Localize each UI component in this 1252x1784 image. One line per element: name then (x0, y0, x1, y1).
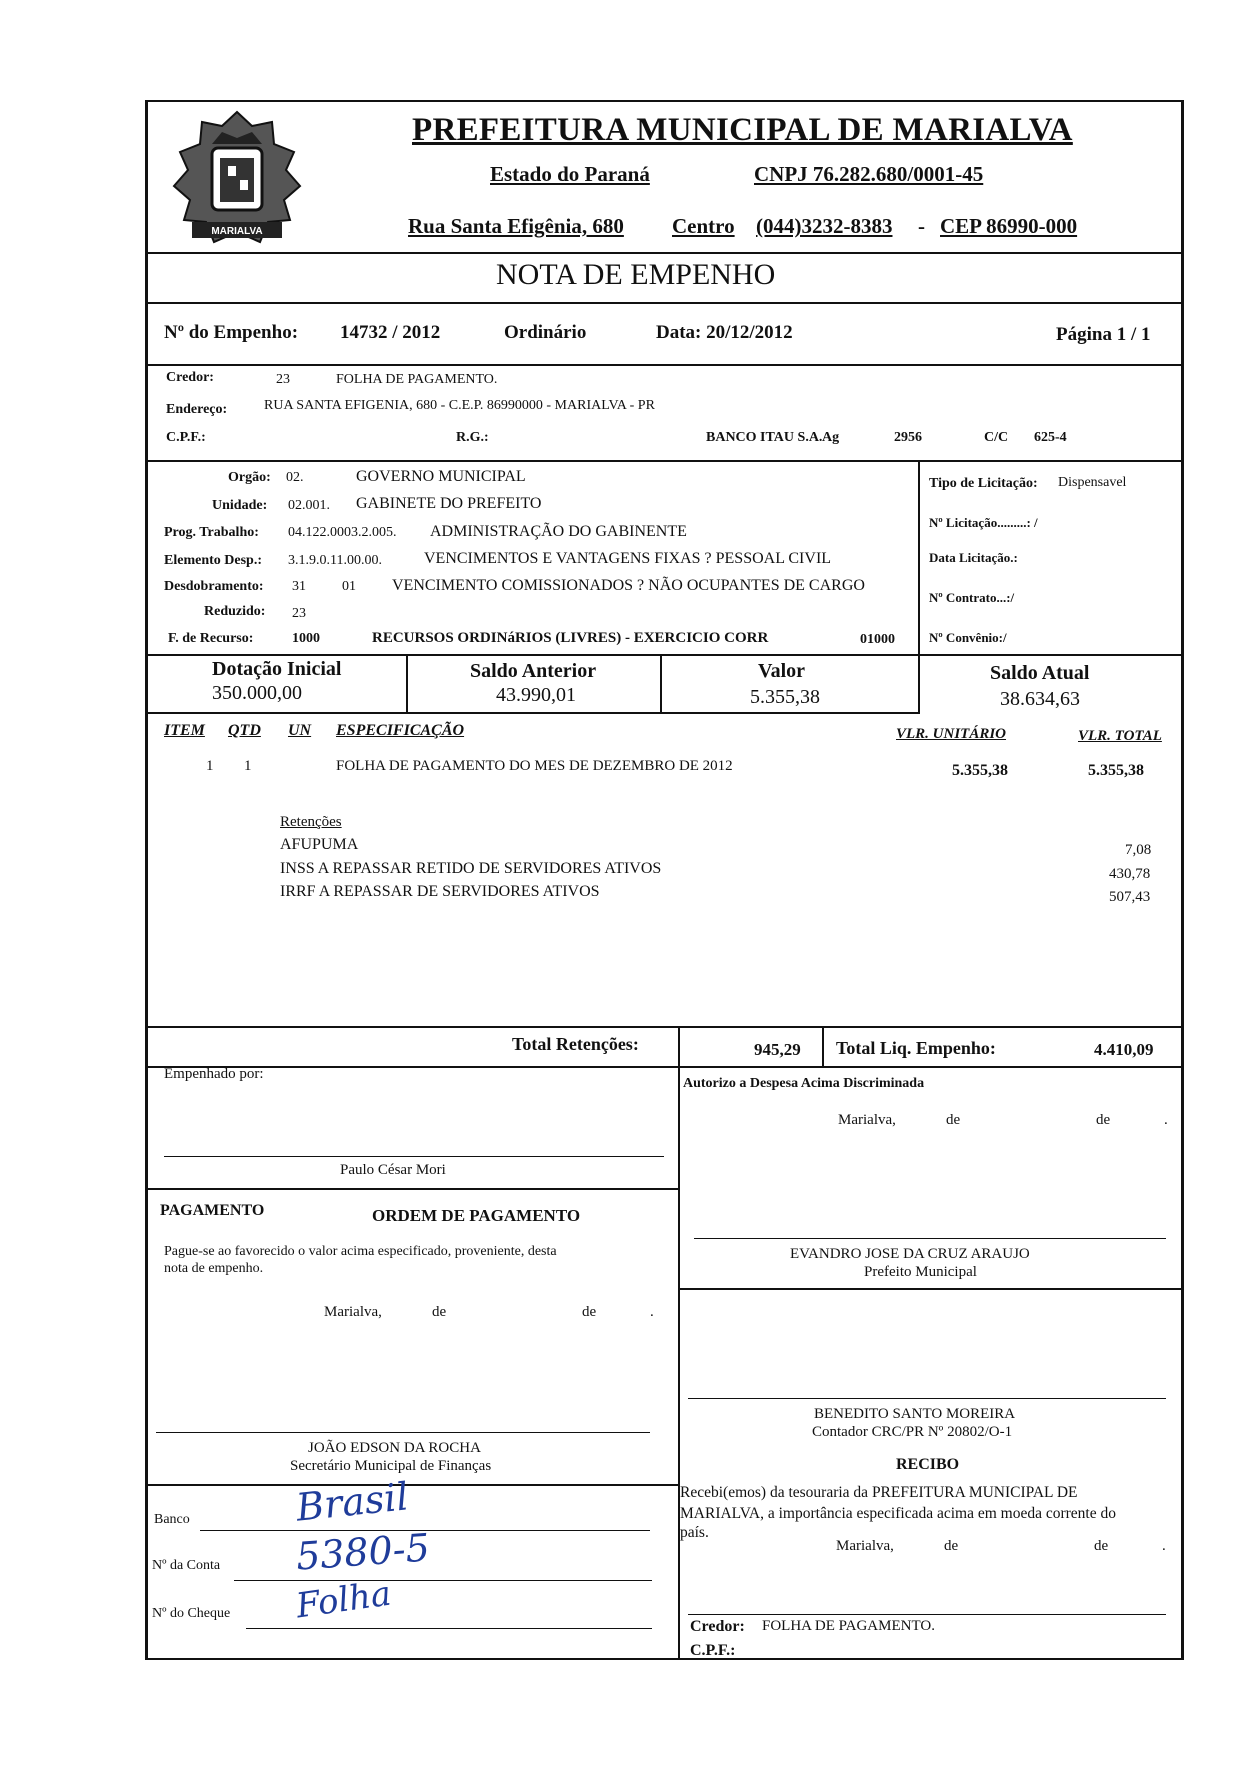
header-cep: CEP 86990-000 (940, 214, 1078, 238)
reduzido-label: Reduzido: (204, 604, 266, 619)
cheque-line (246, 1628, 652, 1629)
retencao-name: INSS A REPASSAR RETIDO DE SERVIDORES ATIVOS (280, 860, 662, 877)
empenhado-name: Paulo César Mori (340, 1162, 446, 1178)
page-number: Página 1 / 1 (1056, 324, 1151, 345)
signature-line (694, 1238, 1166, 1239)
pagamento-label: PAGAMENTO (160, 1202, 265, 1219)
recurso-name: RECURSOS ORDINáRIOS (LIVRES) - EXERCICIO CORR (372, 630, 769, 646)
licitacao-type-value: Dispensavel (1058, 475, 1127, 490)
unidade-code: 02.001. (288, 498, 330, 513)
licitacao-date: Data Licitação.: (929, 550, 1018, 565)
header-separator: - (918, 214, 925, 238)
saldo-anterior-label: Saldo Anterior (470, 660, 597, 682)
signature-line (156, 1432, 650, 1433)
saldo-atual-value: 38.634,63 (1000, 688, 1080, 710)
col-qtd: QTD (228, 722, 261, 739)
municipal-seal-icon (162, 104, 312, 254)
desdobramento-name: VENCIMENTO COMISSIONADOS ? NÃO OCUPANTES DE CARGO (392, 577, 865, 594)
credor-name: FOLHA DE PAGAMENTO. (336, 372, 498, 387)
saldo-anterior-value: 43.990,01 (496, 684, 576, 706)
header-district: Centro (672, 214, 735, 238)
total-retencoes-value: 945,29 (754, 1040, 801, 1059)
recibo-de: de (944, 1538, 959, 1554)
divider (678, 1026, 680, 1070)
col-vlr-total: VLR. TOTAL (1078, 728, 1162, 744)
orgao-name: GOVERNO MUNICIPAL (356, 468, 526, 485)
header-phone: (044)3232-8383 (756, 214, 893, 238)
col-un: UN (288, 722, 312, 739)
orgao-code: 02. (286, 470, 304, 485)
prog-code: 04.122.0003.2.005. (288, 525, 397, 540)
total-liquido-value: 4.410,09 (1094, 1040, 1154, 1059)
pagamento-de: de (432, 1304, 447, 1320)
licitacao-number: Nº Licitação.........: / (929, 515, 1038, 530)
autorizo-text: Autorizo a Despesa Acima Discriminada (683, 1076, 925, 1091)
conta-line (234, 1580, 652, 1581)
reduzido-code: 23 (292, 606, 306, 621)
empenho-label: Nº do Empenho: (164, 322, 299, 343)
prefeito-role: Prefeito Municipal (864, 1264, 977, 1280)
recibo-text: Recebi(emos) da tesouraria da PREFEITURA MUNICIPAL DE (680, 1484, 1078, 1501)
elemento-name: VENCIMENTOS E VANTAGENS FIXAS ? PESSOAL CIVIL (424, 550, 832, 567)
pagamento-dot: . (650, 1304, 654, 1320)
total-liquido-label: Total Liq. Empenho: (836, 1038, 996, 1058)
recurso-code: 1000 (292, 631, 320, 646)
secretario-name: JOÃO EDSON DA ROCHA (308, 1440, 481, 1456)
secretario-role: Secretário Municipal de Finanças (290, 1458, 492, 1474)
unidade-label: Unidade: (212, 498, 268, 513)
item-unit-value: 5.355,38 (952, 762, 1008, 779)
elemento-code: 3.1.9.0.11.00.00. (288, 553, 382, 568)
frame-bottom (145, 1658, 1184, 1660)
account-label: C/C (984, 430, 1009, 445)
dotacao-label: Dotação Inicial (212, 658, 342, 680)
contador-name: BENEDITO SANTO MOREIRA (814, 1406, 1016, 1422)
recibo-cpf-label: C.P.F.: (690, 1642, 736, 1659)
frame-right (1181, 100, 1184, 1660)
agency-label: Ag (822, 430, 840, 445)
contador-role: Contador CRC/PR Nº 20802/O-1 (812, 1424, 1013, 1440)
divider (145, 654, 1184, 656)
col-vlr-unitario: VLR. UNITÁRIO (896, 726, 1007, 742)
divider (145, 302, 1184, 304)
rg-label: R.G.: (456, 430, 489, 445)
divider (822, 1026, 824, 1066)
prefeito-name: EVANDRO JOSE DA CRUZ ARAUJO (790, 1246, 1030, 1262)
bank-name: BANCO ITAU S.A. (706, 430, 823, 445)
col-especificacao: ESPECIFICAÇÃO (336, 722, 465, 739)
dotacao-value: 350.000,00 (212, 682, 302, 704)
saldo-atual-label: Saldo Atual (990, 662, 1090, 684)
header-address: Rua Santa Efigênia, 680 (408, 214, 624, 238)
divider (145, 460, 1184, 462)
convenio-number: Nº Convênio:/ (929, 630, 1007, 645)
autorizo-dot: . (1164, 1112, 1168, 1128)
valor-value: 5.355,38 (750, 686, 820, 708)
divider (145, 1026, 1184, 1028)
retencao-name: IRRF A REPASSAR DE SERVIDORES ATIVOS (280, 883, 600, 900)
banco-handwritten: Brasil (294, 1474, 411, 1530)
banco-label: Banco (154, 1512, 190, 1527)
divider (660, 654, 662, 712)
divider (678, 1288, 1184, 1290)
signature-line (688, 1614, 1166, 1615)
item-qtd: 1 (244, 758, 252, 774)
autorizo-de: de (946, 1112, 961, 1128)
recibo-de: de (1094, 1538, 1109, 1554)
item-number: 1 (206, 758, 214, 774)
divider (678, 1066, 680, 1658)
account-number: 625-4 (1034, 430, 1067, 445)
header-cnpj: CNPJ 76.282.680/0001-45 (754, 162, 984, 186)
conta-label: Nº da Conta (152, 1558, 221, 1573)
recibo-credor-value: FOLHA DE PAGAMENTO. (762, 1618, 935, 1634)
retencao-name: AFUPUMA (280, 836, 359, 853)
recibo-credor-label: Credor: (690, 1618, 745, 1635)
col-item: ITEM (164, 722, 205, 739)
divider (145, 1188, 680, 1190)
frame-left (145, 100, 148, 1660)
orgao-label: Orgão: (228, 470, 271, 485)
recibo-dot: . (1162, 1538, 1166, 1554)
divider (145, 364, 1184, 366)
empenhado-label: Empenhado por: (164, 1066, 264, 1082)
header-state: Estado do Paraná (490, 162, 650, 186)
total-retencoes-label: Total Retenções: (512, 1034, 639, 1054)
divider (406, 654, 408, 712)
retencao-value: 7,08 (1125, 842, 1152, 858)
retencao-value: 507,43 (1109, 889, 1151, 905)
credor-code: 23 (276, 372, 290, 387)
autorizo-de: de (1096, 1112, 1111, 1128)
retencoes-title: Retenções (280, 814, 342, 830)
empenho-number: 14732 / 2012 (340, 322, 441, 343)
valor-label: Valor (758, 660, 806, 682)
recibo-city: Marialva, (836, 1538, 894, 1554)
contrato-number: Nº Contrato...:/ (929, 590, 1015, 605)
empenho-type: Ordinário (504, 322, 587, 343)
item-total-value: 5.355,38 (1088, 762, 1144, 779)
elemento-label: Elemento Desp.: (164, 553, 262, 568)
svg-text:MARIALVA: MARIALVA (211, 226, 263, 237)
pague-text: nota de empenho. (164, 1261, 264, 1276)
pagamento-city: Marialva, (324, 1304, 382, 1320)
credor-address: RUA SANTA EFIGENIA, 680 - C.E.P. 86990000 - MARIALVA - PR (264, 398, 655, 413)
licitacao-type-label: Tipo de Licitação: (929, 476, 1038, 491)
ordem-pagamento-label: ORDEM DE PAGAMENTO (372, 1206, 581, 1225)
divider (145, 712, 920, 714)
divider (145, 252, 1184, 254)
desdobramento-code: 31 (292, 579, 306, 594)
cpf-label: C.P.F.: (166, 430, 206, 445)
empenho-date: Data: 20/12/2012 (656, 322, 793, 343)
cheque-handwritten: Folha (293, 1573, 394, 1627)
divider (145, 1066, 1184, 1068)
recibo-title: RECIBO (896, 1456, 960, 1473)
divider (918, 654, 920, 712)
pagamento-de: de (582, 1304, 597, 1320)
signature-line (688, 1398, 1166, 1399)
desdobramento-label: Desdobramento: (164, 579, 264, 594)
credor-label: Credor: (166, 370, 214, 385)
item-description: FOLHA DE PAGAMENTO DO MES DE DEZEMBRO DE 2012 (336, 758, 733, 774)
recibo-text: MARIALVA, a importância especificada acima em moeda corrente do (680, 1505, 1116, 1522)
divider (145, 1484, 680, 1486)
pague-text: Pague-se ao favorecido o valor acima especificado, proveniente, desta (164, 1244, 557, 1259)
recurso-label: F. de Recurso: (168, 631, 254, 646)
recibo-text: país. (680, 1524, 709, 1541)
signature-line (164, 1156, 664, 1157)
autorizo-city: Marialva, (838, 1112, 896, 1128)
retencao-value: 430,78 (1109, 866, 1151, 882)
conta-handwritten: 5380-5 (294, 1525, 432, 1579)
agency-number: 2956 (894, 430, 922, 445)
prog-name: ADMINISTRAÇÃO DO GABINENTE (430, 523, 687, 540)
prog-label: Prog. Trabalho: (164, 525, 259, 540)
cheque-label: Nº do Cheque (152, 1606, 231, 1621)
desdobramento-subcode: 01 (342, 579, 356, 594)
divider (918, 460, 920, 654)
document-title: NOTA DE EMPENHO (496, 258, 776, 291)
unidade-name: GABINETE DO PREFEITO (356, 495, 542, 512)
frame-top (145, 100, 1184, 102)
address-label: Endereço: (166, 402, 228, 417)
page-title: PREFEITURA MUNICIPAL DE MARIALVA (412, 112, 1073, 148)
recurso-code2: 01000 (860, 632, 895, 647)
